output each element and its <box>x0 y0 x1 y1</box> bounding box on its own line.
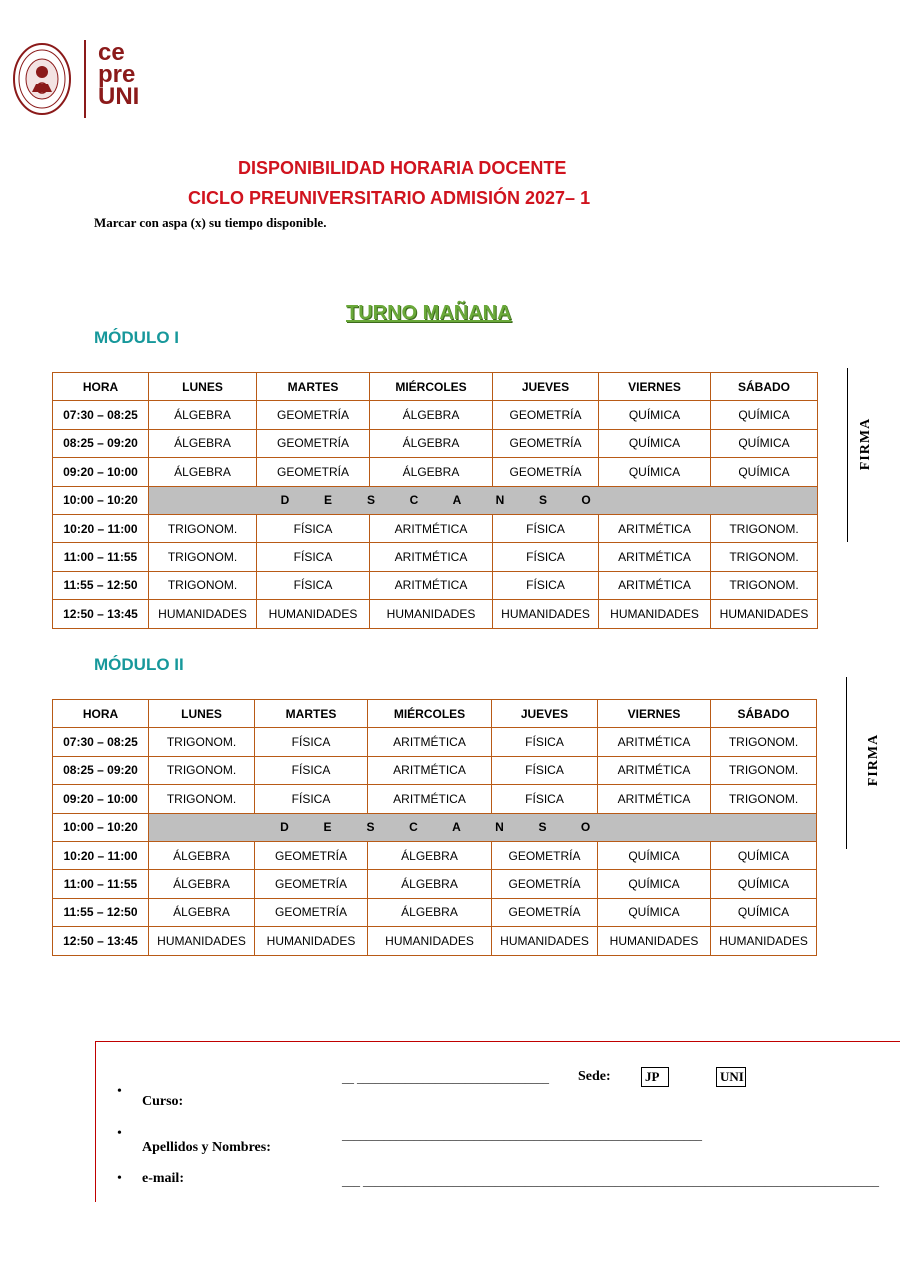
slot-cell[interactable]: FÍSICA <box>257 571 370 599</box>
table-row <box>53 870 817 898</box>
logo-line-3: UNI <box>98 83 140 110</box>
list-bullet: • <box>117 1171 122 1186</box>
time-cell: 08:25 – 09:20 <box>53 429 149 457</box>
slot-cell[interactable]: QUÍMICA <box>598 870 711 898</box>
table-row <box>53 514 818 542</box>
slot-cell[interactable]: HUMANIDADES <box>492 927 598 955</box>
slot-cell[interactable]: ÁLGEBRA <box>149 429 257 457</box>
slot-cell[interactable]: ARITMÉTICA <box>598 728 711 756</box>
slot-cell[interactable]: QUÍMICA <box>598 841 711 869</box>
slot-cell[interactable]: GEOMETRÍA <box>257 401 370 429</box>
slot-cell[interactable]: ARITMÉTICA <box>598 756 711 784</box>
time-cell: 12:50 – 13:45 <box>53 600 149 628</box>
slot-cell[interactable]: TRIGONOM. <box>149 571 257 599</box>
slot-cell[interactable]: HUMANIDADES <box>598 927 711 955</box>
slot-cell[interactable]: ÁLGEBRA <box>149 401 257 429</box>
slot-cell[interactable]: QUÍMICA <box>599 429 711 457</box>
slot-cell[interactable]: TRIGONOM. <box>149 728 255 756</box>
slot-cell[interactable]: ÁLGEBRA <box>368 841 492 869</box>
slot-cell[interactable]: TRIGONOM. <box>149 785 255 813</box>
logo-line-1: ce <box>98 39 125 66</box>
slot-cell[interactable]: ÁLGEBRA <box>370 458 493 486</box>
slot-cell[interactable]: GEOMETRÍA <box>492 841 598 869</box>
header-cell: MIÉRCOLES <box>370 373 493 401</box>
slot-cell[interactable]: ÁLGEBRA <box>368 898 492 926</box>
slot-cell[interactable]: FÍSICA <box>493 543 599 571</box>
table-row <box>53 728 817 756</box>
module-1-title: MÓDULO I <box>94 328 179 347</box>
header-cell: SÁBADO <box>711 700 817 728</box>
descanso-letter: A <box>452 493 462 508</box>
nombres-label: Apellidos y Nombres: <box>142 1140 271 1155</box>
slot-cell[interactable]: QUÍMICA <box>711 458 818 486</box>
slot-cell[interactable]: GEOMETRÍA <box>255 898 368 926</box>
turno-heading: TURNO MAÑANA <box>346 302 512 324</box>
curso-field[interactable]: __ ________________________________ <box>342 1071 549 1085</box>
slot-cell[interactable]: HUMANIDADES <box>493 600 599 628</box>
descanso-row <box>53 486 818 514</box>
logo-divider <box>84 40 86 118</box>
slot-cell[interactable]: ARITMÉTICA <box>368 756 492 784</box>
schedule-table-module-1 <box>52 372 818 629</box>
slot-cell[interactable]: FÍSICA <box>493 571 599 599</box>
table-row <box>53 543 818 571</box>
header-cell: SÁBADO <box>711 373 818 401</box>
slot-cell[interactable]: ÁLGEBRA <box>370 401 493 429</box>
slot-cell[interactable]: ÁLGEBRA <box>149 870 255 898</box>
slot-cell[interactable]: TRIGONOM. <box>711 785 817 813</box>
slot-cell[interactable]: ARITMÉTICA <box>370 543 493 571</box>
slot-cell[interactable]: ARITMÉTICA <box>370 514 493 542</box>
table-row <box>53 571 818 599</box>
table-header-row <box>53 700 817 728</box>
header-cell: VIERNES <box>598 700 711 728</box>
slot-cell[interactable]: FÍSICA <box>492 728 598 756</box>
slot-cell[interactable]: GEOMETRÍA <box>492 898 598 926</box>
slot-cell[interactable]: HUMANIDADES <box>368 927 492 955</box>
slot-cell[interactable]: GEOMETRÍA <box>493 458 599 486</box>
slot-cell[interactable]: ÁLGEBRA <box>149 458 257 486</box>
sede-option-uni[interactable]: UNI <box>716 1067 746 1087</box>
uni-seal-icon <box>12 42 72 116</box>
time-cell: 10:00 – 10:20 <box>53 486 149 514</box>
descanso-letter: E <box>323 493 332 508</box>
slot-cell[interactable]: FÍSICA <box>255 785 368 813</box>
slot-cell[interactable]: QUÍMICA <box>711 429 818 457</box>
time-cell: 11:55 – 12:50 <box>53 898 149 926</box>
slot-cell[interactable]: HUMANIDADES <box>370 600 493 628</box>
slot-cell[interactable]: FÍSICA <box>255 728 368 756</box>
slot-cell[interactable]: FÍSICA <box>257 514 370 542</box>
document-title: DISPONIBILIDAD HORARIA DOCENTE <box>238 158 567 178</box>
time-cell: 11:55 – 12:50 <box>53 571 149 599</box>
table-row <box>53 429 818 457</box>
descanso-letter: S <box>538 493 547 508</box>
header-cell: MARTES <box>255 700 368 728</box>
header-cell: LUNES <box>149 700 255 728</box>
time-cell: 08:25 – 09:20 <box>53 756 149 784</box>
header-cell: LUNES <box>149 373 257 401</box>
sede-label: Sede: <box>578 1069 611 1084</box>
slot-cell[interactable]: GEOMETRÍA <box>255 870 368 898</box>
cepre-uni-logo <box>98 39 140 110</box>
slot-cell[interactable]: QUÍMICA <box>599 401 711 429</box>
firma-signature-line <box>846 677 847 849</box>
table-row <box>53 785 817 813</box>
slot-cell[interactable]: HUMANIDADES <box>711 600 818 628</box>
slot-cell[interactable]: ARITMÉTICA <box>370 571 493 599</box>
descanso-row <box>53 813 817 841</box>
slot-cell[interactable]: GEOMETRÍA <box>257 458 370 486</box>
descanso-letter: C <box>409 820 418 835</box>
table-row <box>53 841 817 869</box>
slot-cell[interactable]: ÁLGEBRA <box>368 870 492 898</box>
instruction-text: Marcar con aspa (x) su tiempo disponible. <box>94 215 327 230</box>
descanso-letter: S <box>538 820 547 835</box>
slot-cell[interactable]: ARITMÉTICA <box>599 514 711 542</box>
time-cell: 07:30 – 08:25 <box>53 401 149 429</box>
firma-label: FIRMA <box>858 417 873 471</box>
slot-cell[interactable]: TRIGONOM. <box>711 571 818 599</box>
time-cell: 07:30 – 08:25 <box>53 728 149 756</box>
slot-cell[interactable]: GEOMETRÍA <box>255 841 368 869</box>
table-row <box>53 756 817 784</box>
header-cell: VIERNES <box>599 373 711 401</box>
slot-cell[interactable]: ARITMÉTICA <box>368 785 492 813</box>
header-cell: HORA <box>53 700 149 728</box>
slot-cell[interactable]: HUMANIDADES <box>149 600 257 628</box>
slot-cell[interactable]: ÁLGEBRA <box>149 898 255 926</box>
slot-cell[interactable]: QUÍMICA <box>711 841 817 869</box>
slot-cell[interactable]: QUÍMICA <box>711 401 818 429</box>
slot-cell[interactable]: HUMANIDADES <box>599 600 711 628</box>
time-cell: 09:20 – 10:00 <box>53 785 149 813</box>
document-subtitle: CICLO PREUNIVERSITARIO ADMISIÓN 2027– 1 <box>188 188 591 208</box>
table-row <box>53 927 817 955</box>
table-row <box>53 600 818 628</box>
descanso-letter: O <box>580 820 591 835</box>
slot-cell[interactable]: TRIGONOM. <box>149 514 257 542</box>
descanso-letter: N <box>495 820 504 835</box>
slot-cell[interactable]: ÁLGEBRA <box>149 841 255 869</box>
descanso-cell <box>149 813 817 841</box>
descanso-letter: N <box>495 493 505 508</box>
slot-cell[interactable]: FÍSICA <box>255 756 368 784</box>
list-bullet: • <box>117 1126 122 1141</box>
firma-label: FIRMA <box>866 733 881 787</box>
descanso-letter: C <box>409 493 419 508</box>
table-row <box>53 898 817 926</box>
slot-cell[interactable]: HUMANIDADES <box>711 927 817 955</box>
sede-option-jp[interactable]: JP <box>641 1067 669 1087</box>
nombres-field[interactable]: ____________________________________________________________ <box>342 1128 702 1142</box>
slot-cell[interactable]: ARITMÉTICA <box>599 571 711 599</box>
descanso-cell <box>149 486 818 514</box>
slot-cell[interactable]: HUMANIDADES <box>149 927 255 955</box>
slot-cell[interactable]: FÍSICA <box>493 514 599 542</box>
slot-cell[interactable]: GEOMETRÍA <box>493 401 599 429</box>
descanso-letter: A <box>452 820 461 835</box>
descanso-letter: O <box>581 493 591 508</box>
slot-cell[interactable]: QUÍMICA <box>598 898 711 926</box>
logo-line-2: pre <box>98 61 136 88</box>
descanso-letter: E <box>323 820 332 835</box>
slot-cell[interactable]: ARITMÉTICA <box>599 543 711 571</box>
time-cell: 10:20 – 11:00 <box>53 514 149 542</box>
slot-cell[interactable]: HUMANIDADES <box>257 600 370 628</box>
slot-cell[interactable]: FÍSICA <box>257 543 370 571</box>
time-cell: 12:50 – 13:45 <box>53 927 149 955</box>
descanso-letter: D <box>280 820 289 835</box>
slot-cell[interactable]: ARITMÉTICA <box>598 785 711 813</box>
header-cell: HORA <box>53 373 149 401</box>
header-cell: MARTES <box>257 373 370 401</box>
table-row <box>53 458 818 486</box>
descanso-letter: D <box>280 493 290 508</box>
curso-label: Curso: <box>142 1094 184 1109</box>
time-cell: 10:20 – 11:00 <box>53 841 149 869</box>
slot-cell[interactable]: ARITMÉTICA <box>368 728 492 756</box>
header-cell: MIÉRCOLES <box>368 700 492 728</box>
slot-cell[interactable]: TRIGONOM. <box>711 543 818 571</box>
time-cell: 11:00 – 11:55 <box>53 543 149 571</box>
slot-cell[interactable]: FÍSICA <box>492 785 598 813</box>
descanso-letter: S <box>366 820 375 835</box>
slot-cell[interactable]: TRIGONOM. <box>711 756 817 784</box>
list-bullet: • <box>117 1084 122 1099</box>
module-2-title: MÓDULO II <box>94 655 184 674</box>
firma-signature-line <box>847 368 848 542</box>
time-cell: 11:00 – 11:55 <box>53 870 149 898</box>
slot-cell[interactable]: TRIGONOM. <box>711 728 817 756</box>
slot-cell[interactable]: TRIGONOM. <box>711 514 818 542</box>
descanso-letter: S <box>366 493 375 508</box>
time-cell: 09:20 – 10:00 <box>53 458 149 486</box>
table-row <box>53 401 818 429</box>
slot-cell[interactable]: QUÍMICA <box>711 870 817 898</box>
slot-cell[interactable]: QUÍMICA <box>711 898 817 926</box>
slot-cell[interactable]: GEOMETRÍA <box>257 429 370 457</box>
slot-cell[interactable]: HUMANIDADES <box>255 927 368 955</box>
slot-cell[interactable]: ÁLGEBRA <box>370 429 493 457</box>
email-field[interactable]: ___ ______________________________________________________________________________________ <box>342 1174 879 1188</box>
header-cell: JUEVES <box>493 373 599 401</box>
table-header-row <box>53 373 818 401</box>
time-cell: 10:00 – 10:20 <box>53 813 149 841</box>
slot-cell[interactable]: GEOMETRÍA <box>493 429 599 457</box>
header-cell: JUEVES <box>492 700 598 728</box>
slot-cell[interactable]: FÍSICA <box>492 756 598 784</box>
slot-cell[interactable]: GEOMETRÍA <box>492 870 598 898</box>
slot-cell[interactable]: QUÍMICA <box>599 458 711 486</box>
slot-cell[interactable]: TRIGONOM. <box>149 543 257 571</box>
schedule-table-module-2 <box>52 699 817 956</box>
slot-cell[interactable]: TRIGONOM. <box>149 756 255 784</box>
email-label: e-mail: <box>142 1171 184 1186</box>
